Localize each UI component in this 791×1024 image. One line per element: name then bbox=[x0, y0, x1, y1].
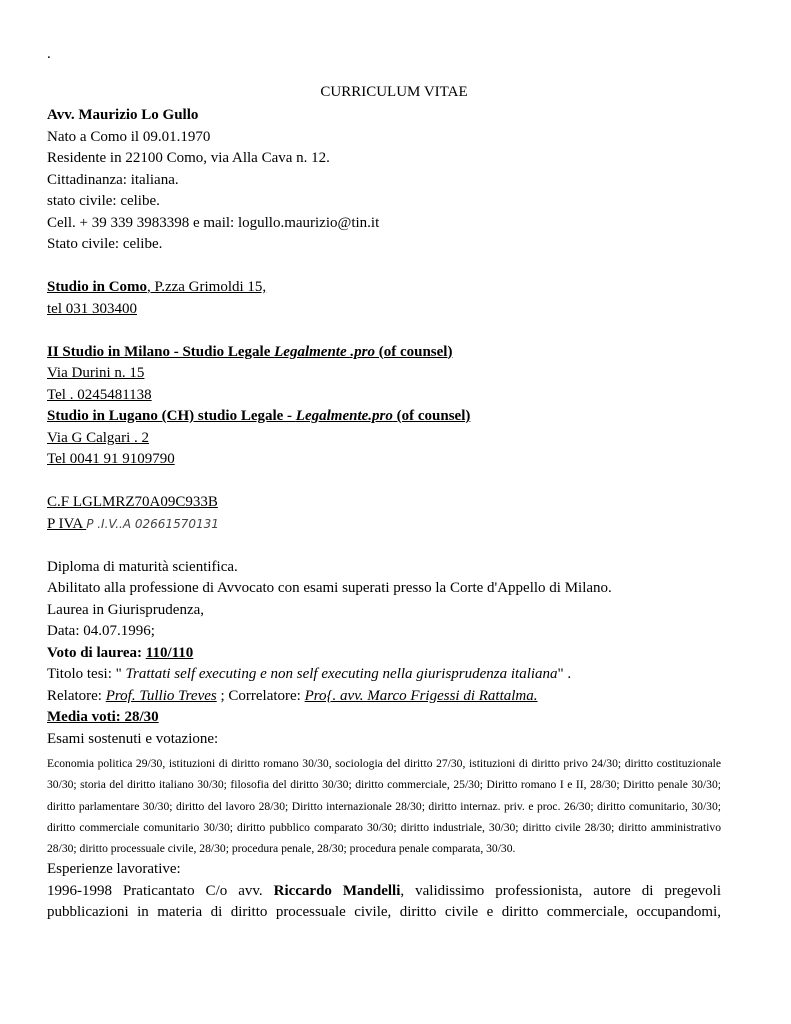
page-title: CURRICULUM VITAE bbox=[320, 84, 468, 100]
fiscal-code: C.F LGLMRZ70A09C933B bbox=[47, 494, 218, 510]
personal-citizenship: Cittadinanza: italiana. bbox=[47, 171, 179, 188]
cv-content bbox=[47, 44, 721, 924]
studio-lugano: Studio in Lugano (CH) studio Legale - Legalmente.pro (of counsel) bbox=[47, 408, 471, 424]
studio-lugano-address: Via G Calgari . 2 bbox=[47, 429, 149, 446]
studio-milano: II Studio in Milano - Studio Legale Legalmente .pro (of counsel) bbox=[47, 343, 453, 360]
exams-list: Economia politica 29/30, istituzioni di diritto romano 30/30, sociologia del diritto 27/30, istituzioni di diritto privo 24/30; diritto costituzionale 30/30; storia del diritto italiano 30/30; filosofia del diritto 30/30; diritto commerciale, 25/30; Diritto romano I e II, 28/30; Diritto penale 30/30; diritto parlamentare 30/30; diritto del lavoro 28/30; Diritto internazionale 28/30; diritto internaz. priv. e proc. 26/30; diritto comunitario, 30/30; diritto commerciale comunitario 30/30; diritto pubblico comparato 30/30; diritto industriale, 30/30; diritto civile 28/30; diritto amministrativo 28/30; diritto processuale civile, 28/30; procedura penale, 28/30; procedura penale comparata, 30/30. bbox=[47, 757, 721, 856]
vat-number: P IVA P .I.V..A 02661570131 bbox=[47, 515, 219, 532]
experience-label: Esperienze lavorative: bbox=[47, 861, 181, 878]
degree: Laurea in Giurisprudenza, bbox=[47, 601, 205, 618]
studio-como: Studio in Como, P.zza Grimoldi 15, bbox=[47, 279, 267, 295]
studio-lugano-tel: Tel 0041 91 9109790 bbox=[47, 451, 175, 467]
diploma: Diploma di maturità scientifica. bbox=[47, 558, 238, 575]
exams-label: Esami sostenuti e votazione: bbox=[47, 730, 219, 747]
degree-grade: Voto di laurea: 110/110 bbox=[47, 644, 194, 661]
degree-date: Data: 04.07.1996; bbox=[47, 623, 155, 639]
personal-name: Avv. Maurizio Lo Gullo bbox=[47, 107, 199, 123]
page-marker: . bbox=[47, 46, 51, 62]
thesis-advisors: Relatore: Prof. Tullio Treves ; Correlatore: Pro{. avv. Marco Frigessi di Rattalma. bbox=[47, 687, 538, 704]
qualification: Abilitato alla professione di Avvocato con esami superati presso la Corte d'Appello di Milano. bbox=[47, 580, 612, 596]
grade-average: Media voti: 28/30 bbox=[47, 709, 159, 725]
personal-birth: Nato a Como il 09.01.1970 bbox=[47, 128, 211, 145]
studio-como-tel: tel 031 303400 bbox=[47, 300, 137, 317]
studio-milano-tel: Tel . 0245481138 bbox=[47, 386, 152, 403]
studio-milano-address: Via Durini n. 15 bbox=[47, 365, 145, 381]
personal-contact: Cell. + 39 339 3983398 e mail: logullo.maurizio@tin.it bbox=[47, 214, 380, 231]
thesis-title: Titolo tesi: " Trattati self executing e non self executing nella giurisprudenza italiana" . bbox=[47, 666, 572, 682]
experience-paragraph-line2: pubblicazioni in materia di diritto processuale civile, diritto civile e diritto commerciale, occupandomi, bbox=[47, 904, 721, 921]
experience-paragraph-line1: 1996-1998 Praticantato C/o avv. Riccardo Mandelli, validissimo professionista, autore di pregevoli bbox=[47, 882, 722, 899]
personal-residence: Residente in 22100 Como, via Alla Cava n. 12. bbox=[47, 150, 330, 166]
personal-civil-status-2: Stato civile: celibe. bbox=[47, 236, 163, 252]
personal-civil-status: stato civile: celibe. bbox=[47, 193, 160, 209]
